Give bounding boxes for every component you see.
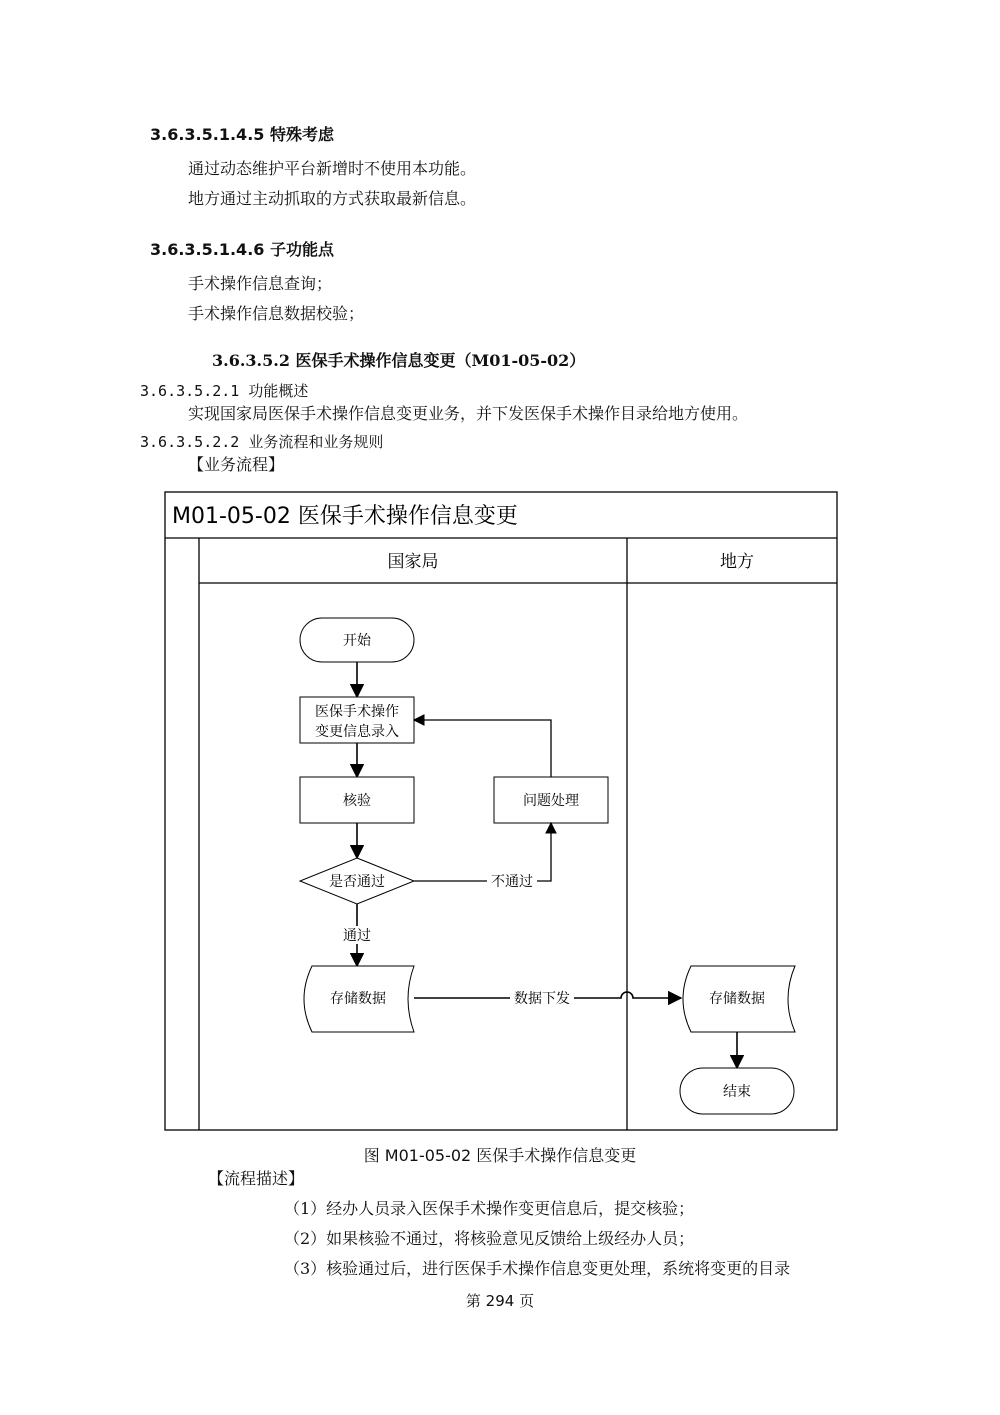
national-storage-label: 存储数据 — [330, 991, 386, 1007]
decision-node-label: 是否通过 — [329, 874, 385, 890]
paragraph: 手术操作信息查询； — [188, 274, 333, 293]
description-label: 【流程描述】 — [208, 1169, 305, 1188]
page-number: 第 294 页 — [465, 1292, 535, 1310]
description-item: （1）经办人员录入医保手术操作变更信息后，提交核验； — [284, 1199, 695, 1218]
end-node-label: 结束 — [723, 1084, 751, 1100]
lane-national-label: 国家局 — [387, 552, 439, 572]
flow-label: 【业务流程】 — [188, 455, 285, 474]
pass-label: 通过 — [343, 928, 371, 944]
verify-node-label: 核验 — [343, 793, 371, 809]
paragraph: 地方通过主动抓取的方式获取最新信息。 — [188, 189, 477, 208]
paragraph: 通过动态维护平台新增时不使用本功能。 — [188, 159, 477, 178]
section-heading: 3.6.3.5.1.4.5 特殊考虑 — [150, 125, 334, 144]
fail-label: 不通过 — [491, 874, 533, 890]
section-heading: 3.6.3.5.1.4.6 子功能点 — [150, 240, 334, 259]
section-heading: 3.6.3.5.2 医保手术操作信息变更（M01-05-02） — [212, 351, 586, 370]
input-change-label-line1: 医保手术操作 — [315, 704, 399, 720]
subsection-heading: 3.6.3.5.2.2 业务流程和业务规则 — [140, 433, 384, 451]
figure-caption: 图 M01-05-02 医保手术操作信息变更 — [363, 1146, 637, 1165]
problem-node-label: 问题处理 — [523, 793, 579, 809]
lane-local-label: 地方 — [720, 552, 754, 572]
description-item: （2）如果核验不通过，将核验意见反馈给上级经办人员； — [284, 1229, 695, 1248]
diagram-title: M01-05-02 医保手术操作信息变更 — [172, 504, 518, 529]
start-node-label: 开始 — [343, 633, 371, 649]
subsection-heading: 3.6.3.5.2.1 功能概述 — [140, 382, 309, 400]
local-storage-label: 存储数据 — [709, 991, 765, 1007]
input-change-label-line2: 变更信息录入 — [315, 724, 399, 740]
paragraph: 手术操作信息数据校验； — [188, 304, 365, 323]
paragraph: 实现国家局医保手术操作信息变更业务，并下发医保手术操作目录给地方使用。 — [188, 404, 749, 423]
send-label: 数据下发 — [514, 991, 570, 1007]
description-item: （3）核验通过后，进行医保手术操作信息变更处理，系统将变更的目录 — [284, 1259, 791, 1278]
